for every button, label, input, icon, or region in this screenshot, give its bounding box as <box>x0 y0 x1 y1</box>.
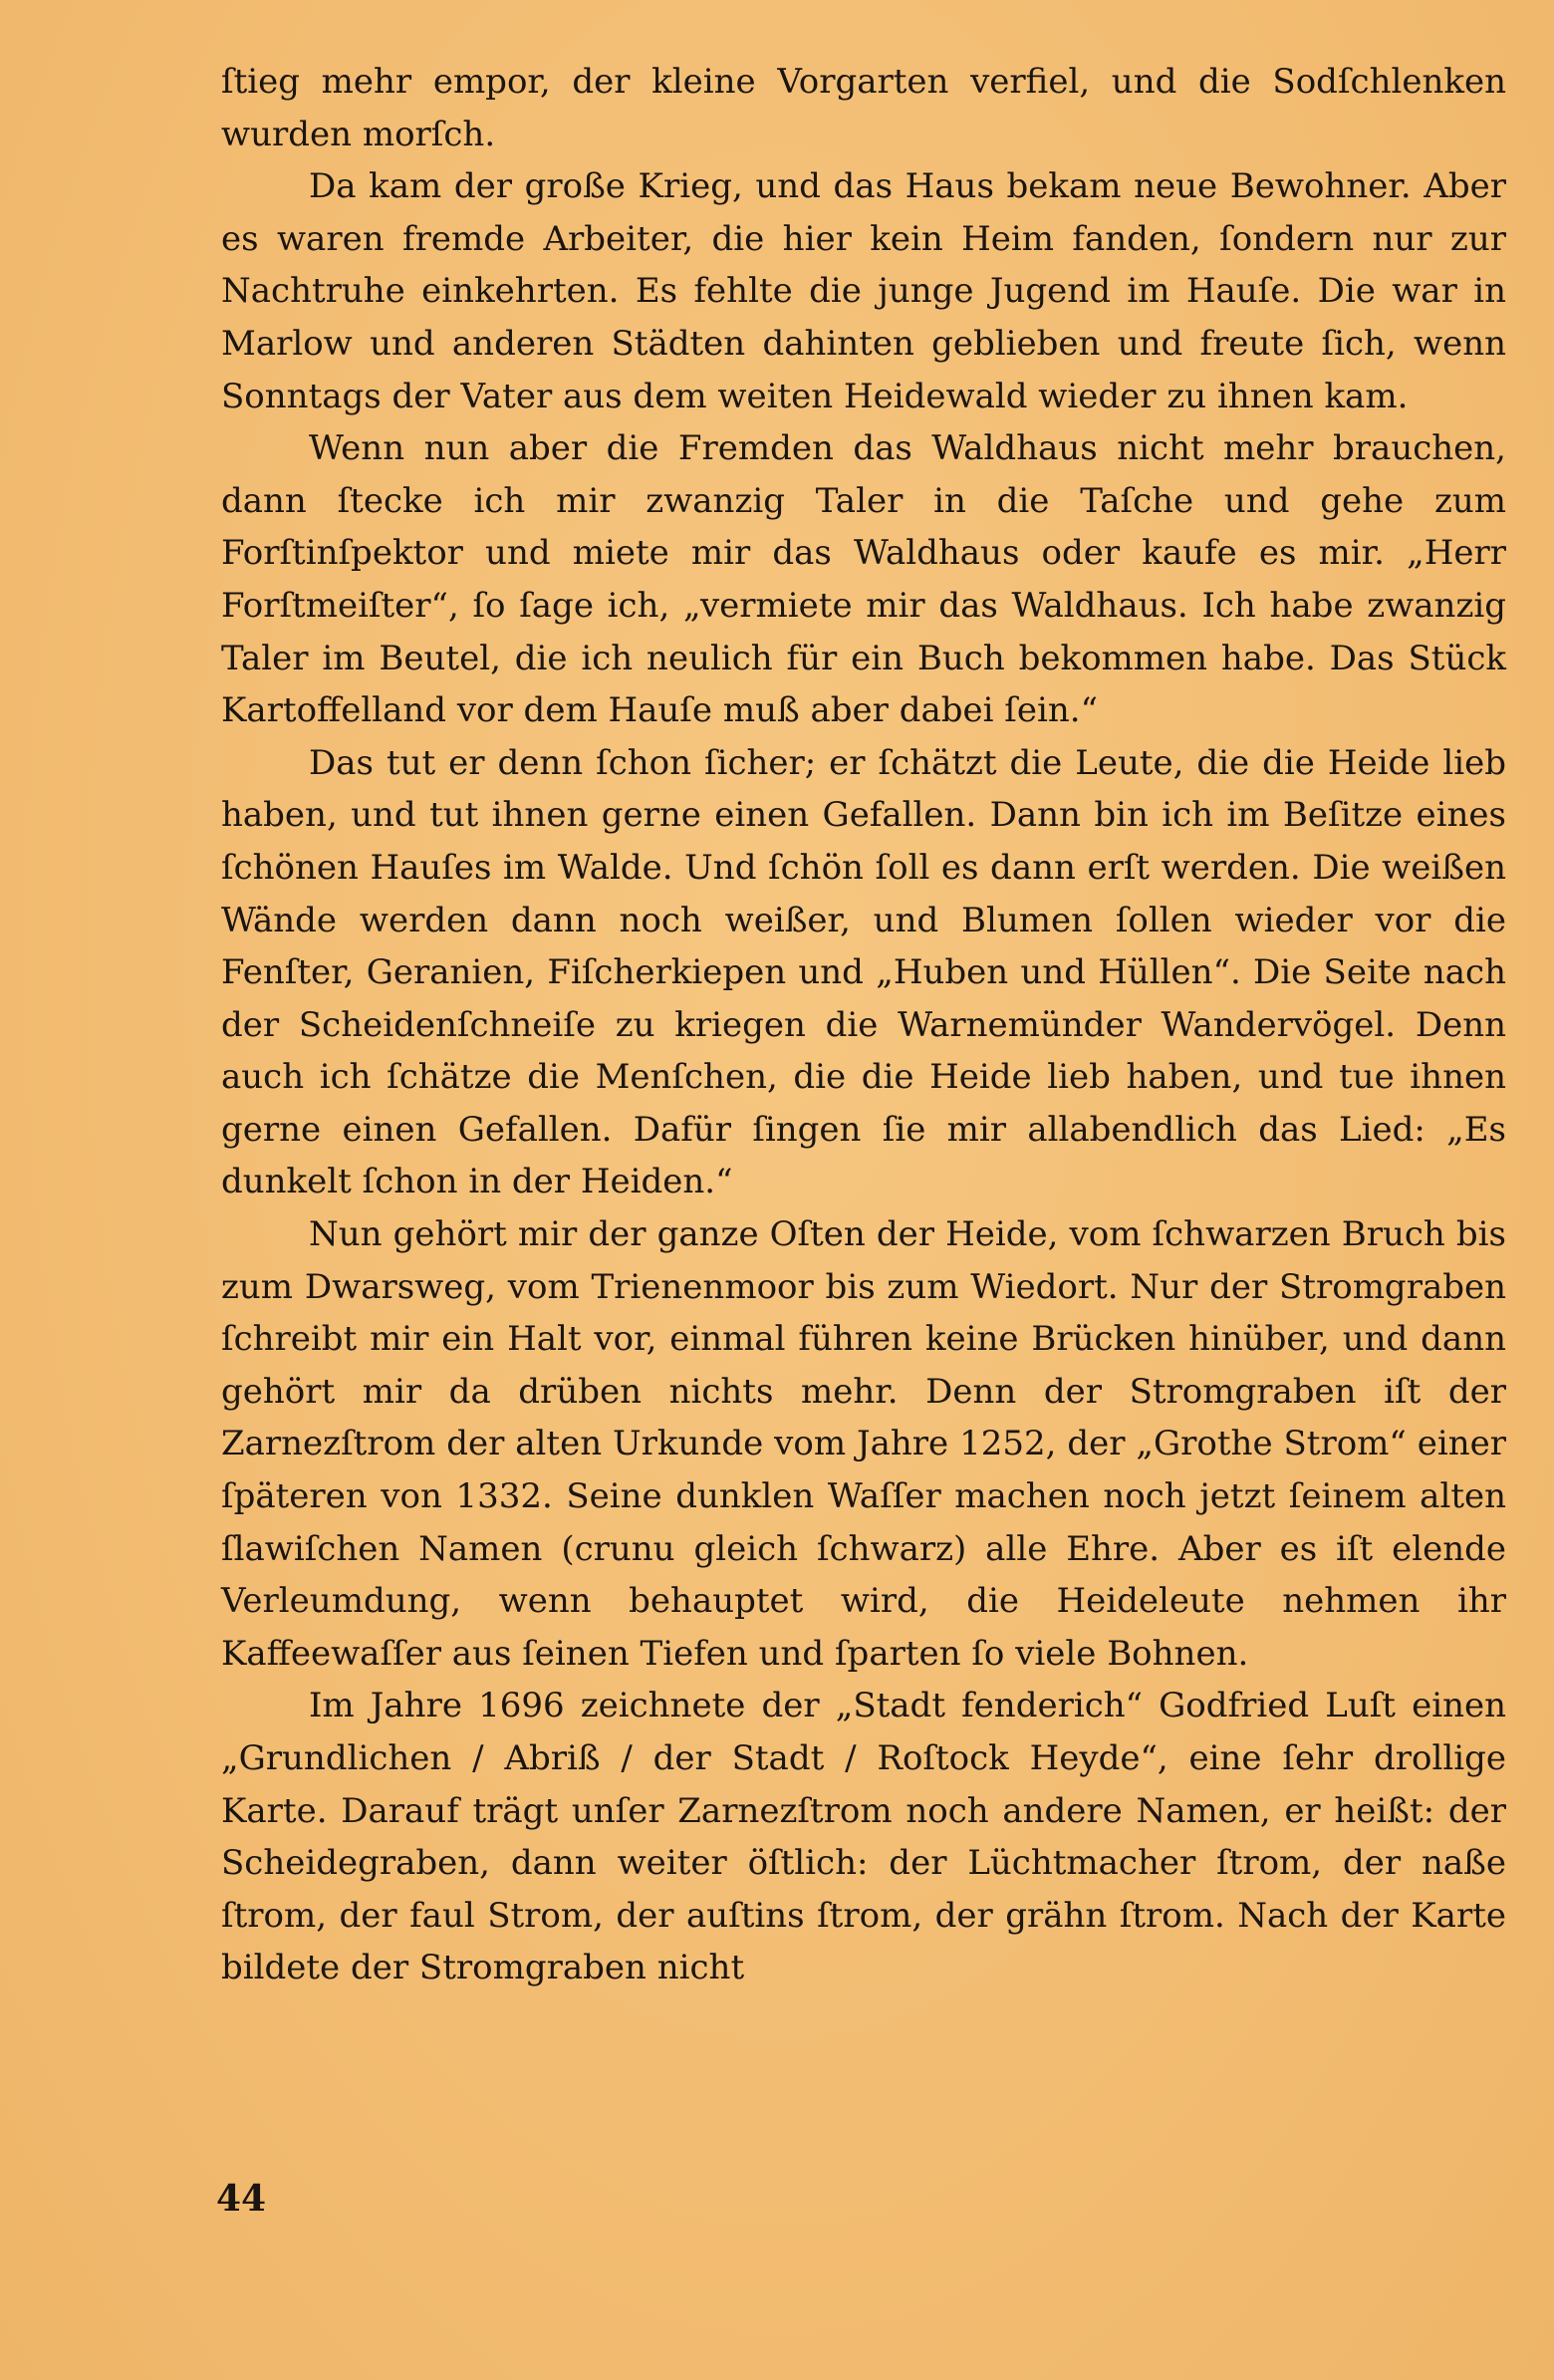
paragraph-2: Da kam der große Krieg, und das Haus bekam neue Bewohner. Aber es waren fremde Arbeiter, die hier kein Heim fanden, ſondern nur zur Nachtruhe einkehrten. Es fehlte die junge Jugend im Hauſe. Die war in Marlow und anderen Städten dahinten geblieben und freute ſich, wenn Sonntags der Vater aus dem weiten Heidewald wieder zu ihnen kam. <box>221 166 1506 416</box>
paragraph-1: ſtieg mehr empor, der kleine Vorgarten verfiel, und die Sodſchlenken wurden morſch. <box>221 62 1506 154</box>
paragraph-4: Das tut er denn ſchon ſicher; er ſchätzt die Leute, die die Heide lieb haben, und tut ihnen gerne einen Gefallen. Dann bin ich im Beſitze eines ſchönen Hauſes im Walde. Und ſchön ſoll es dann erſt werden. Die weißen Wände werden dann noch weißer, und Blumen ſollen wieder vor die Fenſter, Geranien, Fiſcherkiepen und „Huben und Hüllen“. Die Seite nach der Scheidenſchneiſe zu kriegen die Warnemünder Wandervögel. Denn auch ich ſchätze die Menſchen, die die Heide lieb haben, und tue ihnen gerne einen Gefallen. Dafür ſingen ſie mir allabendlich das Lied: „Es dunkelt ſchon in der Heiden.“ <box>221 742 1506 1202</box>
paragraph-3: Wenn nun aber die Fremden das Waldhaus nicht mehr brauchen, dann ſtecke ich mir zwanzig Taler in die Taſche und gehe zum Forſtinſpektor und miete mir das Waldhaus oder kaufe es mir. „Herr Forſtmeiſter“, ſo ſage ich, „vermiete mir das Waldhaus. Ich habe zwanzig Taler im Beutel, die ich neulich für ein Buch bekommen habe. Das Stück Kartoffelland vor dem Hauſe muß aber dabei ſein.“ <box>221 428 1506 731</box>
paragraph-5: Nun gehört mir der ganze Oſten der Heide, vom ſchwarzen Bruch bis zum Dwarsweg, vom Trienenmoor bis zum Wiedort. Nur der Stromgraben ſchreibt mir ein Halt vor, einmal führen keine Brücken hinüber, und dann gehört mir da drüben nichts mehr. Denn der Stromgraben iſt der Zarnezſtrom der alten Urkunde vom Jahre 1252, der „Grothe Strom“ einer ſpäteren von 1332. Seine dunklen Waſſer machen noch jetzt ſeinem alten ſlawiſchen Namen (crunu gleich ſchwarz) alle Ehre. Aber es iſt elende Verleumdung, wenn behauptet wird, die Heideleute nehmen ihr Kaffeewaſſer aus ſeinen Tiefen und ſparten ſo viele Bohnen. <box>221 1214 1506 1674</box>
body-text <box>221 56 1506 1994</box>
paragraph-6: Im Jahre 1696 zeichnete der „Stadt fenderich“ Godfried Luſt einen „Grundlichen / Abriß / der Stadt / Roſtock Heyde“, eine ſehr drollige Karte. Darauf trägt unſer Zarnezſtrom noch andere Namen, er heißt: der Scheidegraben, dann weiter öſtlich: der Lüchtmacher ſtrom, der naße ſtrom, der faul Strom, der auſtins ſtrom, der grähn ſtrom. Nach der Karte bildete der Stromgraben nicht <box>221 1686 1506 1988</box>
page-number: 44 <box>216 2178 267 2220</box>
